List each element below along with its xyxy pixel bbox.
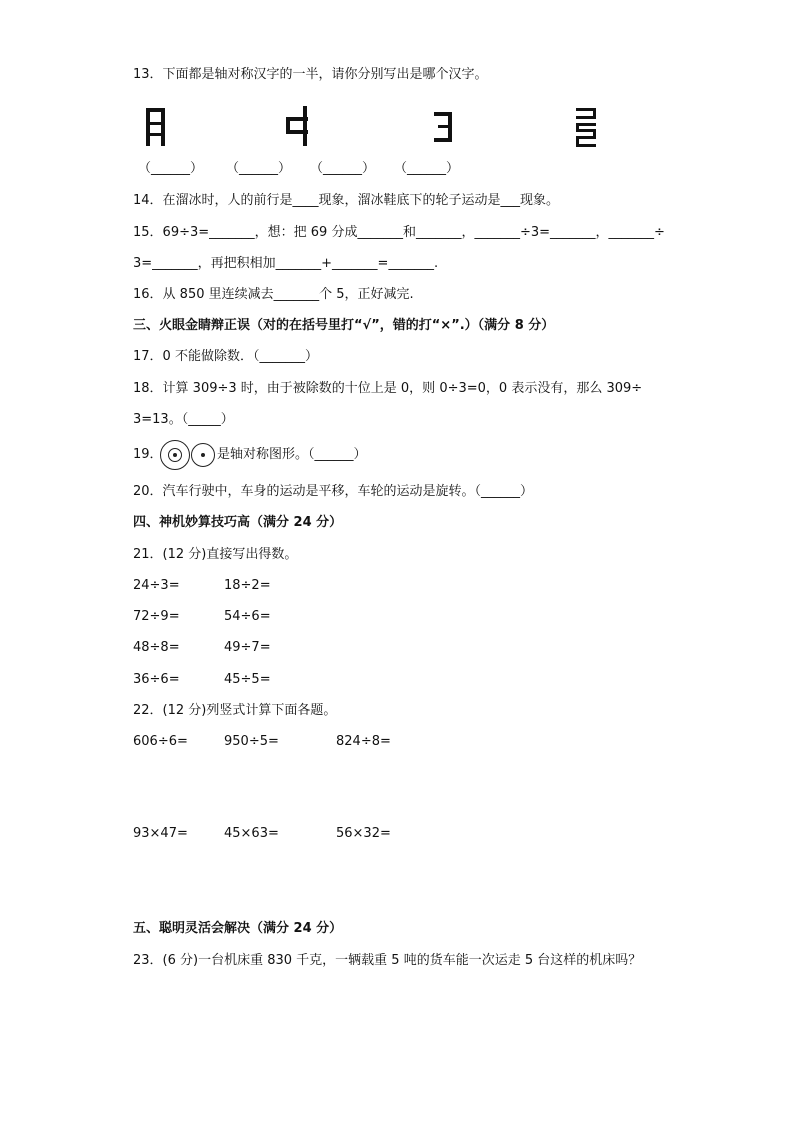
q21-item-1: 24÷3= — [133, 578, 180, 593]
q21-item-2: 18÷2= — [224, 578, 271, 593]
q21-item-4: 54÷6= — [224, 609, 271, 624]
q17-text: 17．0 不能做除数．（_______） — [133, 349, 318, 364]
q22-item-1: 606÷6= — [133, 734, 188, 749]
q19-text: 是轴对称图形。（______） — [217, 447, 367, 462]
q22-item-3: 824÷8= — [336, 734, 391, 749]
q22-item-6: 56×32= — [336, 826, 391, 841]
q22-item-2: 950÷5= — [224, 734, 279, 749]
dotted-circle-icon — [191, 443, 215, 467]
q23-text: 23．(6 分)一台机床重 830 千克，一辆载重 5 吨的货车能一次运走 5 台这样的机床吗？ — [133, 953, 642, 968]
section-3-title: 三、火眼金睛辩正误（对的在括号里打“√”，错的打“×”.）（满分 8 分） — [133, 318, 555, 333]
q13-text: 13．下面都是轴对称汉字的一半，请你分别写出是哪个汉字。 — [133, 67, 488, 82]
q19-number: 19． — [133, 447, 163, 462]
half-character-4-icon — [574, 100, 598, 150]
q15-line-2: 3=_______，再把积相加_______+_______=_______. — [133, 256, 439, 271]
section-5-title: 五、聪明灵活会解决（满分 24 分） — [133, 921, 343, 936]
q13-blank-4[interactable]: （______） — [394, 161, 460, 176]
q13-blank-1[interactable]: （______） — [138, 161, 204, 176]
half-character-3-icon — [432, 100, 454, 150]
section-4-title: 四、神机妙算技巧高（满分 24 分） — [133, 515, 343, 530]
half-character-2-icon — [284, 100, 310, 150]
concentric-circle-icon — [160, 440, 190, 470]
q21-item-8: 45÷5= — [224, 672, 271, 687]
q18-line-2: 3=13。（_____） — [133, 412, 234, 427]
q20-text: 20．汽车行驶中，车身的运动是平移，车轮的运动是旋转。（______） — [133, 484, 534, 499]
q22-item-5: 45×63= — [224, 826, 279, 841]
q22-item-4: 93×47= — [133, 826, 188, 841]
q21-item-6: 49÷7= — [224, 640, 271, 655]
half-character-1-icon — [144, 100, 168, 150]
q22-text: 22．(12 分)列竖式计算下面各题。 — [133, 703, 337, 718]
q14-text: 14．在溜冰时，人的前行是____现象，溜冰鞋底下的轮子运动是___现象。 — [133, 193, 560, 208]
q16-text: 16．从 850 里连续减去_______个 5，正好减完. — [133, 287, 414, 302]
q15-line-1: 15．69÷3=_______，想：把 69 分成_______和_______，_______÷3=_______，_______÷ — [133, 225, 665, 240]
q21-item-3: 72÷9= — [133, 609, 180, 624]
q13-blank-2[interactable]: （______） — [226, 161, 292, 176]
q18-line-1: 18．计算 309÷3 时，由于被除数的十位上是 0，则 0÷3=0，0 表示没有，那么 309÷ — [133, 381, 643, 396]
q21-text: 21．(12 分)直接写出得数。 — [133, 547, 298, 562]
q19-figure — [160, 440, 215, 470]
q21-item-5: 48÷8= — [133, 640, 180, 655]
q21-item-7: 36÷6= — [133, 672, 180, 687]
q13-blank-3[interactable]: （______） — [310, 161, 376, 176]
